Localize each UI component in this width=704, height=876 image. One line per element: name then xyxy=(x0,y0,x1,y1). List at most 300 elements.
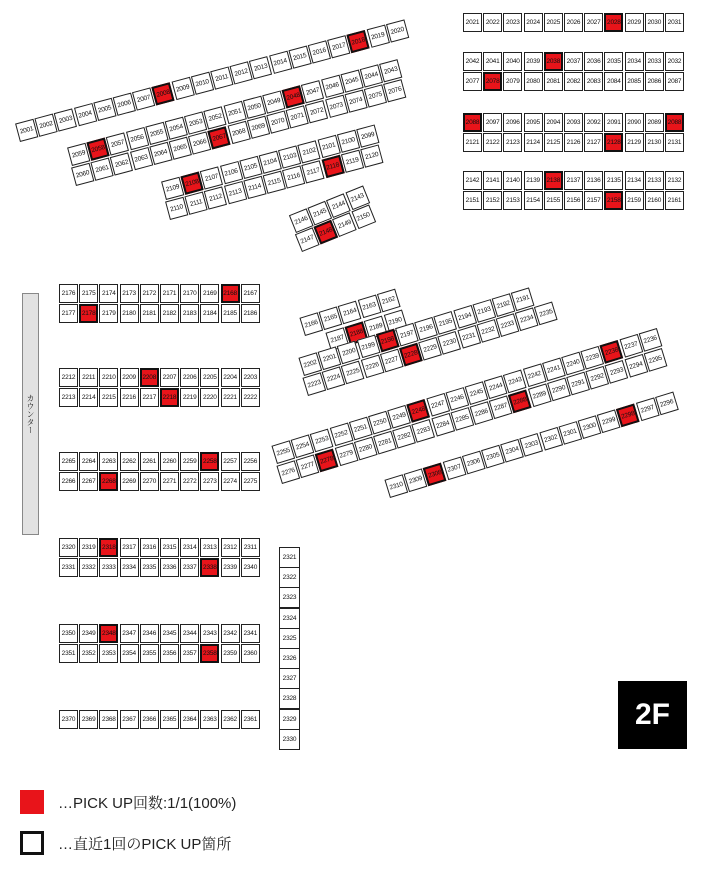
location-cell[interactable]: 2260 xyxy=(160,452,179,471)
location-cell[interactable]: 2306 xyxy=(462,451,486,475)
location-cell[interactable]: 2203 xyxy=(241,368,260,387)
location-cell[interactable]: 2321 xyxy=(279,547,300,568)
location-cell[interactable]: 2264 xyxy=(79,452,98,471)
location-cell[interactable]: 2256 xyxy=(241,452,260,471)
location-cell[interactable]: 2113 xyxy=(224,181,247,204)
location-cell[interactable]: 2090 xyxy=(625,113,644,132)
location-cell[interactable]: 2259 xyxy=(180,452,199,471)
location-cell[interactable]: 2226 xyxy=(360,355,384,379)
location-cell[interactable]: 2012 xyxy=(230,61,253,84)
location-cell[interactable]: 2062 xyxy=(110,152,133,175)
location-cell[interactable]: 2245 xyxy=(465,381,489,405)
location-cell[interactable]: 2049 xyxy=(262,90,285,113)
location-cell[interactable]: 2194 xyxy=(453,305,477,329)
location-cell[interactable]: 2344 xyxy=(180,624,199,643)
location-cell[interactable]: 2209 xyxy=(120,368,139,387)
location-cell[interactable]: 2254 xyxy=(291,434,315,458)
location-cell[interactable]: 2156 xyxy=(564,191,583,210)
location-cell[interactable]: 2184 xyxy=(200,304,219,323)
location-cell-picked[interactable]: 2168 xyxy=(221,284,240,303)
location-cell[interactable]: 2276 xyxy=(276,460,300,484)
location-cell[interactable]: 2125 xyxy=(544,133,563,152)
location-cell[interactable]: 2342 xyxy=(221,624,240,643)
location-cell[interactable]: 2285 xyxy=(450,407,474,431)
location-cell[interactable]: 2213 xyxy=(59,388,78,407)
location-cell[interactable]: 2305 xyxy=(481,445,505,469)
location-cell-picked[interactable]: 2088 xyxy=(463,113,482,132)
location-cell[interactable]: 2191 xyxy=(511,287,535,311)
location-cell[interactable]: 2063 xyxy=(130,147,153,170)
location-cell[interactable]: 2370 xyxy=(59,710,78,729)
location-cell[interactable]: 2073 xyxy=(325,95,348,118)
location-cell[interactable]: 2326 xyxy=(279,648,300,669)
location-cell[interactable]: 2357 xyxy=(180,644,199,663)
location-cell[interactable]: 2330 xyxy=(279,729,300,750)
location-cell[interactable]: 2339 xyxy=(221,558,240,577)
location-cell[interactable]: 2340 xyxy=(241,558,260,577)
location-cell[interactable]: 2177 xyxy=(59,304,78,323)
location-cell[interactable]: 2041 xyxy=(483,52,502,71)
location-cell[interactable]: 2086 xyxy=(645,72,664,91)
location-cell-picked[interactable]: 2298 xyxy=(616,403,640,427)
location-cell[interactable]: 2322 xyxy=(279,567,300,588)
location-cell[interactable]: 2347 xyxy=(120,624,139,643)
location-cell[interactable]: 2271 xyxy=(160,472,179,491)
location-cell[interactable]: 2252 xyxy=(329,423,353,447)
location-cell[interactable]: 2107 xyxy=(200,166,223,189)
location-cell[interactable]: 2059 xyxy=(67,143,90,166)
location-cell[interactable]: 2303 xyxy=(520,433,544,457)
location-cell[interactable]: 2010 xyxy=(191,72,214,95)
location-cell[interactable]: 2206 xyxy=(180,368,199,387)
location-cell-picked[interactable]: 2038 xyxy=(544,52,563,71)
location-cell-picked[interactable]: 2128 xyxy=(604,133,623,152)
location-cell[interactable]: 2006 xyxy=(113,93,136,116)
location-cell[interactable]: 2216 xyxy=(120,388,139,407)
location-cell[interactable]: 2244 xyxy=(484,375,508,399)
location-cell[interactable]: 2053 xyxy=(184,111,207,134)
location-cell[interactable]: 2299 xyxy=(597,409,621,433)
location-cell[interactable]: 2341 xyxy=(241,624,260,643)
location-cell[interactable]: 2297 xyxy=(636,398,660,422)
location-cell[interactable]: 2097 xyxy=(483,113,502,132)
location-cell[interactable]: 2081 xyxy=(544,72,563,91)
location-cell-picked[interactable]: 2148 xyxy=(314,220,339,245)
location-cell[interactable]: 2132 xyxy=(665,171,684,190)
location-cell[interactable]: 2119 xyxy=(341,150,364,173)
location-cell[interactable]: 2313 xyxy=(200,538,219,557)
location-cell[interactable]: 2175 xyxy=(79,284,98,303)
location-cell[interactable]: 2139 xyxy=(524,171,543,190)
location-cell[interactable]: 2212 xyxy=(59,368,78,387)
location-cell[interactable]: 2205 xyxy=(200,368,219,387)
location-cell[interactable]: 2089 xyxy=(645,113,664,132)
location-cell[interactable]: 2197 xyxy=(395,323,419,347)
location-cell[interactable]: 2199 xyxy=(356,335,380,359)
location-cell[interactable]: 2290 xyxy=(547,378,571,402)
location-cell[interactable]: 2136 xyxy=(584,171,603,190)
location-cell[interactable]: 2065 xyxy=(169,137,192,160)
location-cell[interactable]: 2186 xyxy=(241,304,260,323)
location-cell[interactable]: 2075 xyxy=(364,84,387,107)
location-cell[interactable]: 2002 xyxy=(35,114,58,137)
location-cell[interactable]: 2032 xyxy=(665,52,684,71)
location-cell[interactable]: 2349 xyxy=(79,624,98,643)
location-cell[interactable]: 2124 xyxy=(524,133,543,152)
location-cell-picked[interactable]: 2228 xyxy=(399,343,423,367)
location-cell[interactable]: 2137 xyxy=(564,171,583,190)
location-cell[interactable]: 2362 xyxy=(221,710,240,729)
location-cell[interactable]: 2311 xyxy=(241,538,260,557)
location-cell[interactable]: 2121 xyxy=(463,133,482,152)
location-cell[interactable]: 2267 xyxy=(79,472,98,491)
location-cell[interactable]: 2204 xyxy=(221,368,240,387)
location-cell[interactable]: 2106 xyxy=(220,161,243,184)
location-cell[interactable]: 2351 xyxy=(59,644,78,663)
location-cell[interactable]: 2241 xyxy=(542,358,566,382)
location-cell-picked[interactable]: 2108 xyxy=(181,172,204,195)
location-cell[interactable]: 2163 xyxy=(357,295,381,319)
location-cell[interactable]: 2076 xyxy=(383,79,406,102)
location-cell[interactable]: 2084 xyxy=(604,72,623,91)
location-cell[interactable]: 2187 xyxy=(325,327,349,351)
location-cell[interactable]: 2237 xyxy=(619,334,643,358)
location-cell[interactable]: 2157 xyxy=(584,191,603,210)
location-cell[interactable]: 2286 xyxy=(470,401,494,425)
location-cell[interactable]: 2009 xyxy=(171,77,194,100)
location-cell[interactable]: 2366 xyxy=(140,710,159,729)
location-cell[interactable]: 2243 xyxy=(503,369,527,393)
location-cell[interactable]: 2085 xyxy=(625,72,644,91)
location-cell[interactable]: 2133 xyxy=(645,171,664,190)
location-cell[interactable]: 2060 xyxy=(71,163,94,186)
location-cell-picked[interactable]: 2008 xyxy=(152,82,175,105)
location-cell[interactable]: 2294 xyxy=(624,354,648,378)
location-cell[interactable]: 2284 xyxy=(431,413,455,437)
location-cell[interactable]: 2324 xyxy=(279,608,300,629)
location-cell[interactable]: 2219 xyxy=(180,388,199,407)
location-cell[interactable]: 2215 xyxy=(99,388,118,407)
location-cell[interactable]: 2223 xyxy=(302,372,326,396)
location-cell[interactable]: 2231 xyxy=(457,325,481,349)
location-cell[interactable]: 2042 xyxy=(463,52,482,71)
location-cell[interactable]: 2019 xyxy=(366,25,389,48)
location-cell-picked[interactable]: 2268 xyxy=(99,472,118,491)
location-cell[interactable]: 2087 xyxy=(665,72,684,91)
location-cell[interactable]: 2061 xyxy=(91,158,114,181)
location-cell-picked[interactable]: 2208 xyxy=(140,368,159,387)
location-cell[interactable]: 2345 xyxy=(160,624,179,643)
location-cell[interactable]: 2296 xyxy=(655,392,679,416)
location-cell-picked[interactable]: 2088 xyxy=(665,113,684,132)
location-cell[interactable]: 2020 xyxy=(386,19,409,42)
location-cell[interactable]: 2103 xyxy=(278,145,301,168)
location-cell[interactable]: 2182 xyxy=(160,304,179,323)
location-cell-picked[interactable]: 2028 xyxy=(604,13,623,32)
location-cell[interactable]: 2161 xyxy=(665,191,684,210)
location-cell[interactable]: 2304 xyxy=(500,439,524,463)
location-cell[interactable]: 2080 xyxy=(524,72,543,91)
location-cell[interactable]: 2016 xyxy=(308,40,331,63)
location-cell[interactable]: 2043 xyxy=(379,59,402,82)
location-cell[interactable]: 2277 xyxy=(296,454,320,478)
location-cell[interactable]: 2040 xyxy=(503,52,522,71)
location-cell-picked[interactable]: 2178 xyxy=(79,304,98,323)
location-cell[interactable]: 2111 xyxy=(185,192,208,215)
location-cell[interactable]: 2207 xyxy=(160,368,179,387)
location-cell[interactable]: 2230 xyxy=(438,331,462,355)
location-cell[interactable]: 2323 xyxy=(279,587,300,608)
location-cell-picked[interactable]: 2288 xyxy=(508,389,532,413)
location-cell[interactable]: 2333 xyxy=(99,558,118,577)
location-cell[interactable]: 2129 xyxy=(625,133,644,152)
location-cell[interactable]: 2134 xyxy=(625,171,644,190)
location-cell[interactable]: 2035 xyxy=(604,52,623,71)
location-cell[interactable]: 2145 xyxy=(308,201,333,226)
location-cell[interactable]: 2092 xyxy=(584,113,603,132)
location-cell[interactable]: 2315 xyxy=(160,538,179,557)
location-cell[interactable]: 2201 xyxy=(318,346,342,370)
location-cell[interactable]: 2214 xyxy=(79,388,98,407)
location-cell[interactable]: 2046 xyxy=(321,75,344,98)
location-cell[interactable]: 2309 xyxy=(404,468,428,492)
location-cell[interactable]: 2300 xyxy=(578,415,602,439)
location-cell[interactable]: 2332 xyxy=(79,558,98,577)
location-cell[interactable]: 2355 xyxy=(140,644,159,663)
location-cell[interactable]: 2274 xyxy=(221,472,240,491)
location-cell[interactable]: 2083 xyxy=(584,72,603,91)
location-cell[interactable]: 2117 xyxy=(302,160,325,183)
location-cell[interactable]: 2170 xyxy=(180,284,199,303)
location-cell[interactable]: 2174 xyxy=(99,284,118,303)
location-cell[interactable]: 2262 xyxy=(120,452,139,471)
location-cell-picked[interactable]: 2198 xyxy=(376,329,400,353)
location-cell[interactable]: 2151 xyxy=(463,191,482,210)
location-cell-picked[interactable]: 2358 xyxy=(200,644,219,663)
location-cell[interactable]: 2364 xyxy=(180,710,199,729)
location-cell[interactable]: 2354 xyxy=(120,644,139,663)
location-cell[interactable]: 2093 xyxy=(564,113,583,132)
location-cell[interactable]: 2210 xyxy=(99,368,118,387)
location-cell[interactable]: 2027 xyxy=(584,13,603,32)
location-cell[interactable]: 2126 xyxy=(564,133,583,152)
location-cell[interactable]: 2109 xyxy=(161,177,184,200)
location-cell[interactable]: 2033 xyxy=(645,52,664,71)
location-cell[interactable]: 2265 xyxy=(59,452,78,471)
location-cell[interactable]: 2110 xyxy=(165,197,188,220)
location-cell[interactable]: 2192 xyxy=(492,293,516,317)
location-cell[interactable]: 2143 xyxy=(345,186,370,211)
location-cell[interactable]: 2336 xyxy=(160,558,179,577)
location-cell[interactable]: 2222 xyxy=(241,388,260,407)
location-cell[interactable]: 2234 xyxy=(515,307,539,331)
location-cell[interactable]: 2153 xyxy=(503,191,522,210)
location-cell[interactable]: 2359 xyxy=(221,644,240,663)
location-cell[interactable]: 2149 xyxy=(332,212,357,237)
location-cell[interactable]: 2331 xyxy=(59,558,78,577)
location-cell[interactable]: 2319 xyxy=(79,538,98,557)
location-cell[interactable]: 2141 xyxy=(483,171,502,190)
location-cell[interactable]: 2263 xyxy=(99,452,118,471)
location-cell[interactable]: 2301 xyxy=(558,421,582,445)
location-cell[interactable]: 2242 xyxy=(523,364,547,388)
location-cell-picked[interactable]: 2318 xyxy=(99,538,118,557)
location-cell[interactable]: 2166 xyxy=(299,312,323,336)
location-cell[interactable]: 2179 xyxy=(99,304,118,323)
location-cell-picked[interactable]: 2308 xyxy=(423,462,447,486)
location-cell[interactable]: 2064 xyxy=(149,142,172,165)
location-cell[interactable]: 2154 xyxy=(524,191,543,210)
location-cell[interactable]: 2266 xyxy=(59,472,78,491)
location-cell[interactable]: 2001 xyxy=(15,119,38,142)
location-cell[interactable]: 2180 xyxy=(120,304,139,323)
location-cell[interactable]: 2159 xyxy=(625,191,644,210)
location-cell[interactable]: 2356 xyxy=(160,644,179,663)
location-cell[interactable]: 2335 xyxy=(140,558,159,577)
location-cell[interactable]: 2047 xyxy=(301,80,324,103)
location-cell[interactable]: 2045 xyxy=(340,70,363,93)
location-cell[interactable]: 2004 xyxy=(74,103,97,126)
location-cell[interactable]: 2115 xyxy=(263,171,286,194)
location-cell[interactable]: 2116 xyxy=(282,165,305,188)
location-cell-picked[interactable]: 2118 xyxy=(321,155,344,178)
location-cell[interactable]: 2363 xyxy=(200,710,219,729)
location-cell[interactable]: 2013 xyxy=(249,56,272,79)
location-cell[interactable]: 2155 xyxy=(544,191,563,210)
location-cell[interactable]: 2056 xyxy=(126,127,149,150)
location-cell[interactable]: 2352 xyxy=(79,644,98,663)
location-cell[interactable]: 2275 xyxy=(241,472,260,491)
location-cell[interactable]: 2167 xyxy=(241,284,260,303)
location-cell-picked[interactable]: 2338 xyxy=(200,558,219,577)
location-cell-picked[interactable]: 2078 xyxy=(483,72,502,91)
location-cell[interactable]: 2007 xyxy=(132,87,155,110)
location-cell[interactable]: 2037 xyxy=(564,52,583,71)
location-cell[interactable]: 2096 xyxy=(503,113,522,132)
location-cell[interactable]: 2317 xyxy=(120,538,139,557)
location-cell[interactable]: 2316 xyxy=(140,538,159,557)
location-cell[interactable]: 2250 xyxy=(368,411,392,435)
location-cell[interactable]: 2200 xyxy=(337,340,361,364)
location-cell[interactable]: 2100 xyxy=(337,130,360,153)
location-cell[interactable]: 2328 xyxy=(279,688,300,709)
location-cell[interactable]: 2165 xyxy=(319,306,343,330)
location-cell[interactable]: 2224 xyxy=(322,366,346,390)
location-cell[interactable]: 2235 xyxy=(534,301,558,325)
location-cell[interactable]: 2052 xyxy=(204,106,227,129)
location-cell[interactable]: 2183 xyxy=(180,304,199,323)
location-cell[interactable]: 2036 xyxy=(584,52,603,71)
location-cell-picked[interactable]: 2278 xyxy=(315,448,339,472)
location-cell[interactable]: 2054 xyxy=(165,117,188,140)
location-cell[interactable]: 2327 xyxy=(279,668,300,689)
location-cell[interactable]: 2217 xyxy=(140,388,159,407)
location-cell[interactable]: 2122 xyxy=(483,133,502,152)
location-cell[interactable]: 2169 xyxy=(200,284,219,303)
location-cell[interactable]: 2181 xyxy=(140,304,159,323)
location-cell[interactable]: 2272 xyxy=(180,472,199,491)
location-cell[interactable]: 2021 xyxy=(463,13,482,32)
location-cell[interactable]: 2289 xyxy=(528,384,552,408)
location-cell[interactable]: 2369 xyxy=(79,710,98,729)
location-cell[interactable]: 2112 xyxy=(204,186,227,209)
location-cell[interactable]: 2172 xyxy=(140,284,159,303)
location-cell-picked[interactable]: 2138 xyxy=(544,171,563,190)
location-cell[interactable]: 2140 xyxy=(503,171,522,190)
location-cell-picked[interactable]: 2248 xyxy=(407,399,431,423)
location-cell[interactable]: 2152 xyxy=(483,191,502,210)
location-cell[interactable]: 2164 xyxy=(338,300,362,324)
location-cell[interactable]: 2005 xyxy=(93,98,116,121)
location-cell[interactable]: 2066 xyxy=(188,131,211,154)
location-cell[interactable]: 2071 xyxy=(286,105,309,128)
location-cell[interactable]: 2102 xyxy=(298,140,321,163)
location-cell[interactable]: 2273 xyxy=(200,472,219,491)
location-cell[interactable]: 2014 xyxy=(269,51,292,74)
location-cell[interactable]: 2030 xyxy=(645,13,664,32)
location-cell[interactable]: 2039 xyxy=(524,52,543,71)
location-cell[interactable]: 2069 xyxy=(247,116,270,139)
location-cell[interactable]: 2270 xyxy=(140,472,159,491)
location-cell[interactable]: 2114 xyxy=(243,176,266,199)
location-cell[interactable]: 2130 xyxy=(645,133,664,152)
location-cell[interactable]: 2251 xyxy=(349,417,373,441)
location-cell[interactable]: 2034 xyxy=(625,52,644,71)
location-cell[interactable]: 2233 xyxy=(496,313,520,337)
location-cell[interactable]: 2051 xyxy=(223,101,246,124)
location-cell[interactable]: 2131 xyxy=(665,133,684,152)
location-cell[interactable]: 2292 xyxy=(586,366,610,390)
location-cell[interactable]: 2091 xyxy=(604,113,623,132)
location-cell[interactable]: 2094 xyxy=(544,113,563,132)
location-cell[interactable]: 2003 xyxy=(54,108,77,131)
location-cell[interactable]: 2193 xyxy=(472,299,496,323)
location-cell[interactable]: 2029 xyxy=(625,13,644,32)
location-cell-picked[interactable]: 2058 xyxy=(87,138,110,161)
location-cell[interactable]: 2202 xyxy=(298,352,322,376)
location-cell[interactable]: 2229 xyxy=(418,337,442,361)
location-cell[interactable]: 2312 xyxy=(221,538,240,557)
location-cell[interactable]: 2255 xyxy=(271,440,295,464)
location-cell[interactable]: 2025 xyxy=(544,13,563,32)
location-cell[interactable]: 2337 xyxy=(180,558,199,577)
location-cell[interactable]: 2283 xyxy=(412,419,436,443)
location-cell-picked[interactable]: 2067 xyxy=(208,126,231,149)
location-cell[interactable]: 2057 xyxy=(106,132,129,155)
location-cell[interactable]: 2171 xyxy=(160,284,179,303)
location-cell-picked[interactable]: 2188 xyxy=(345,321,369,345)
location-cell-picked[interactable]: 2048 xyxy=(282,85,305,108)
location-cell[interactable]: 2325 xyxy=(279,628,300,649)
location-cell[interactable]: 2343 xyxy=(200,624,219,643)
location-cell[interactable]: 2123 xyxy=(503,133,522,152)
location-cell[interactable]: 2280 xyxy=(354,437,378,461)
location-cell[interactable]: 2307 xyxy=(442,457,466,481)
location-cell[interactable]: 2293 xyxy=(605,360,629,384)
location-cell[interactable]: 2220 xyxy=(200,388,219,407)
location-cell[interactable]: 2257 xyxy=(221,452,240,471)
location-cell[interactable]: 2150 xyxy=(351,205,376,230)
location-cell[interactable]: 2350 xyxy=(59,624,78,643)
location-cell[interactable]: 2162 xyxy=(377,289,401,313)
location-cell-picked[interactable]: 2348 xyxy=(99,624,118,643)
location-cell[interactable]: 2015 xyxy=(288,46,311,69)
location-cell[interactable]: 2104 xyxy=(259,151,282,174)
location-cell[interactable]: 2196 xyxy=(414,317,438,341)
location-cell[interactable]: 2050 xyxy=(243,96,266,119)
location-cell[interactable]: 2269 xyxy=(120,472,139,491)
location-cell-picked[interactable]: 2238 xyxy=(600,340,624,364)
